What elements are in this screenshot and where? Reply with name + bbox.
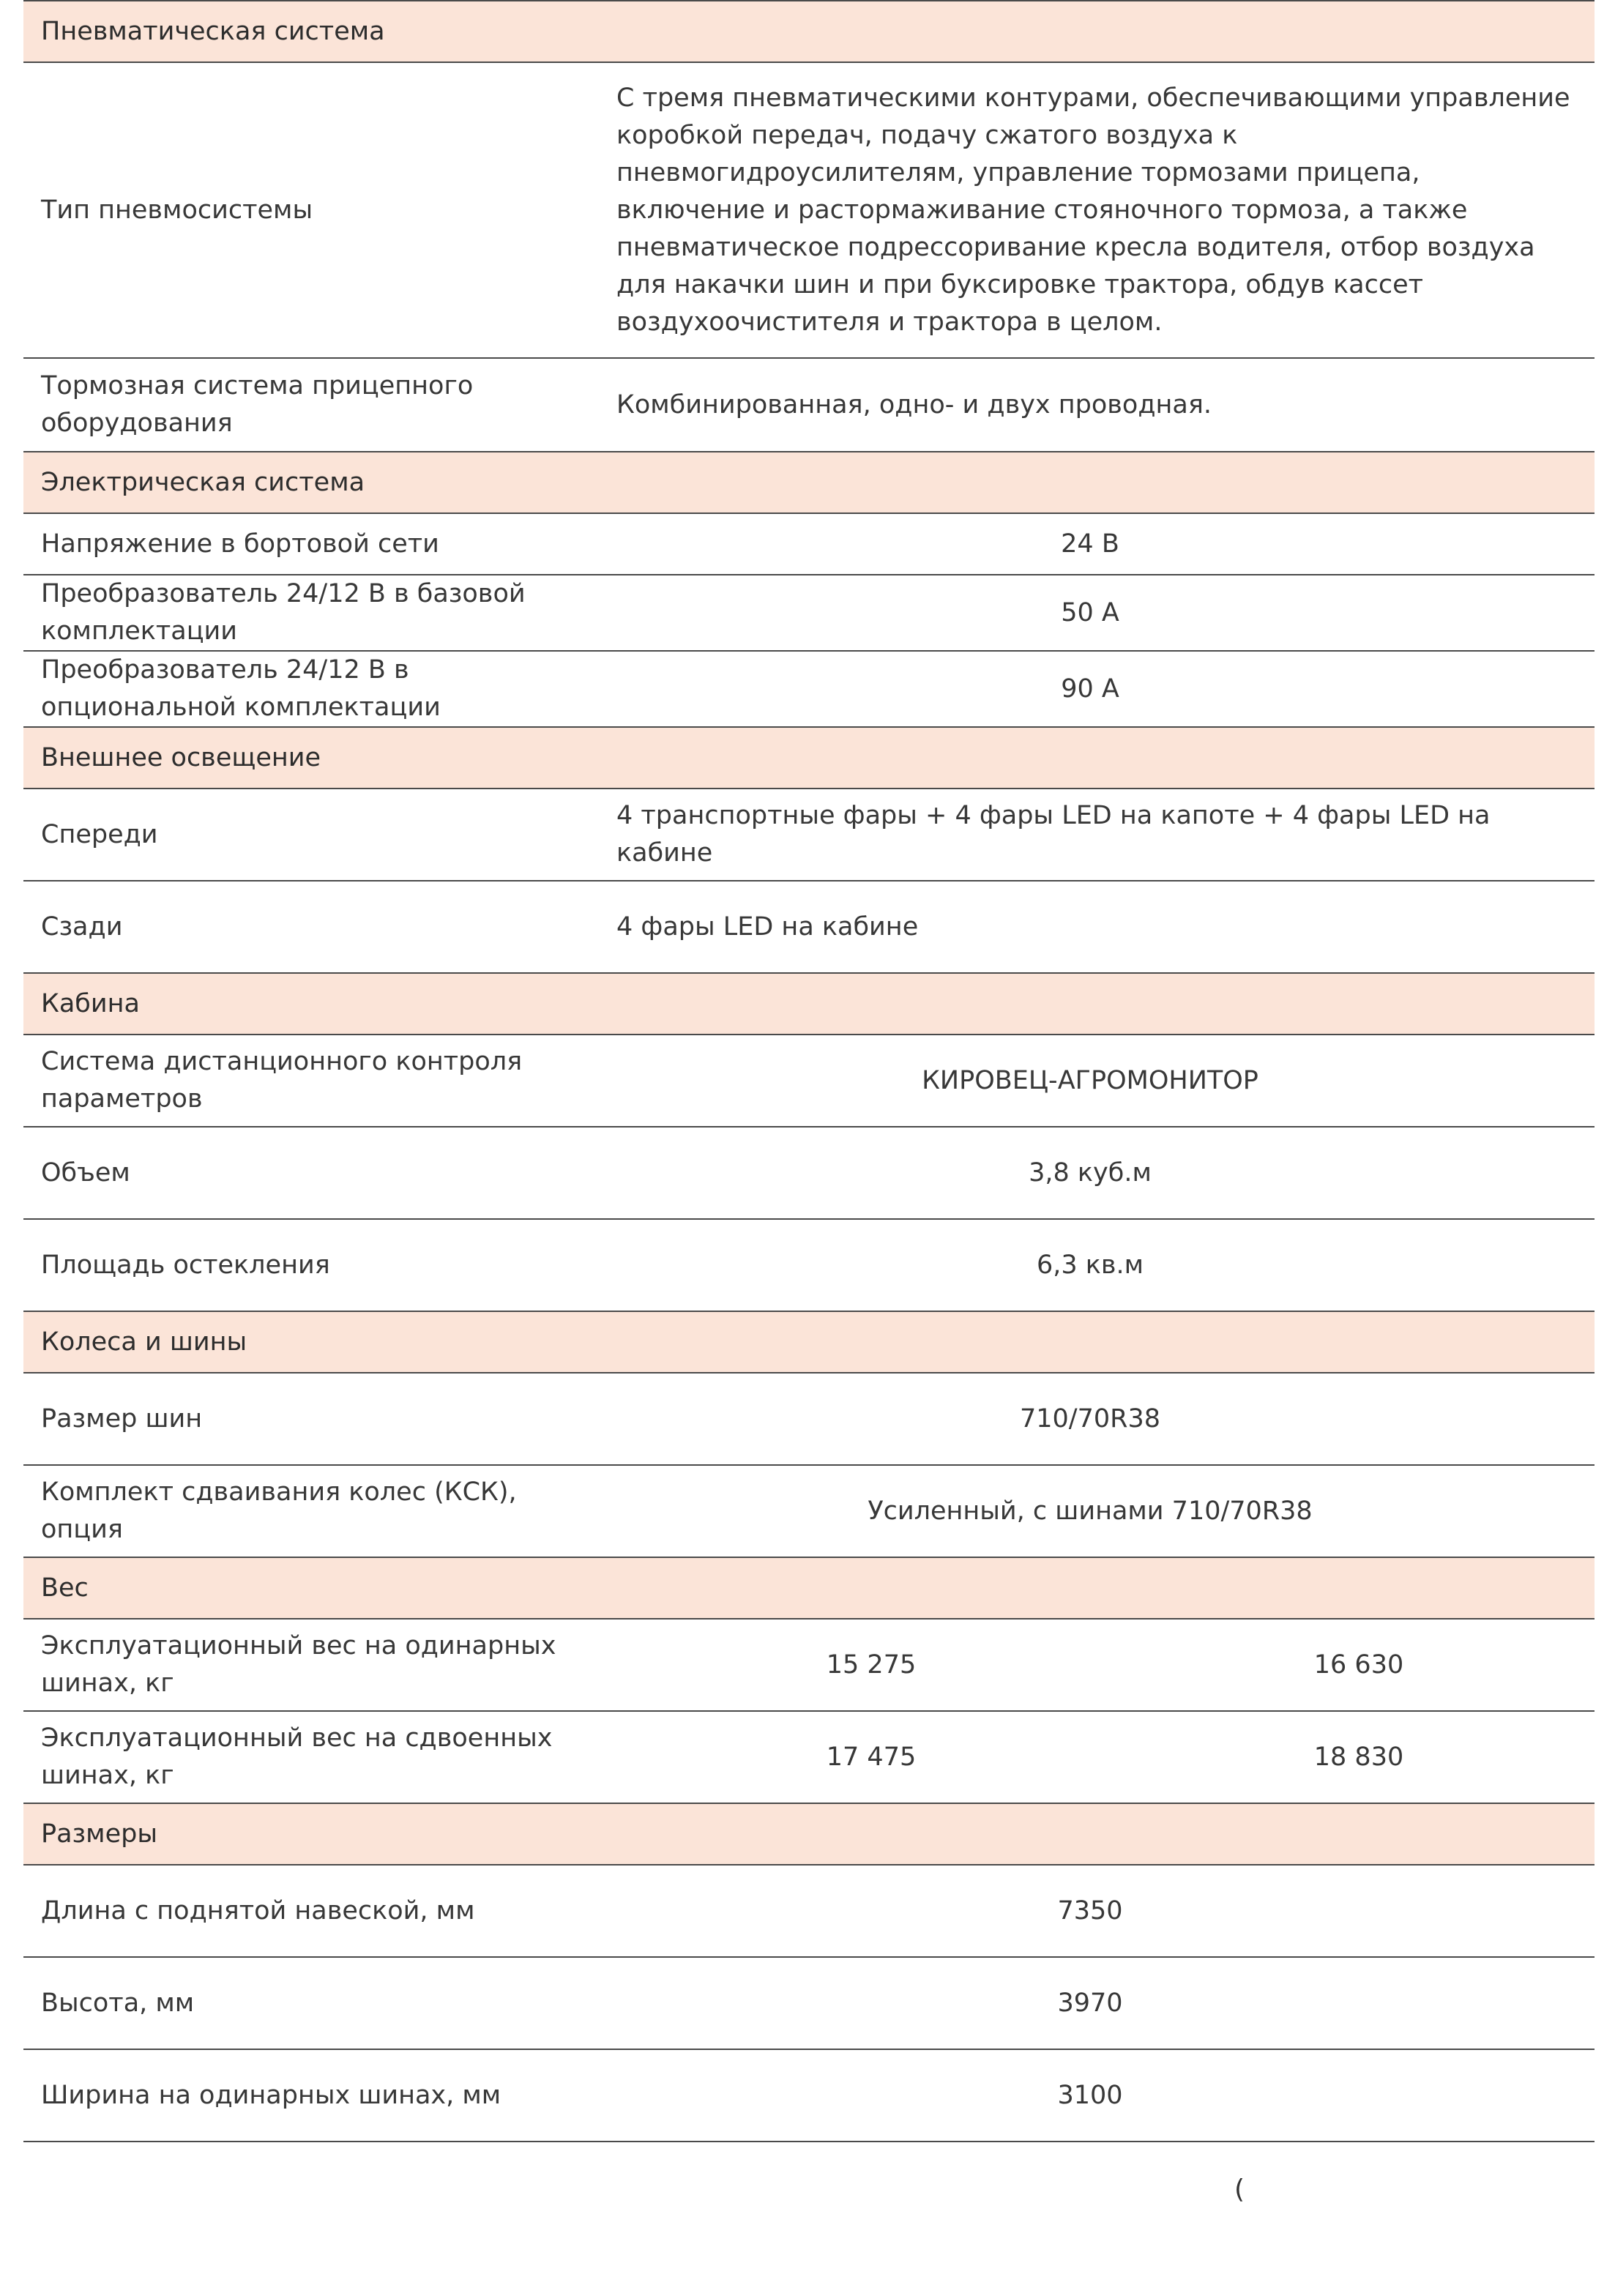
row-value: 50 А [1061,597,1119,627]
table-row [23,652,1595,728]
section-title: Вес [41,1573,89,1603]
table-row [23,514,1595,575]
row-value: Усиленный, с шинами 710/70R38 [868,1496,1313,1526]
table-row [23,1035,1595,1128]
section-title: Пневматическая система [41,17,385,46]
row-value-1: 17 475 [826,1742,917,1772]
table-row [23,1712,1595,1804]
row-value: 90 А [1061,674,1119,704]
row-value: 4 фары LED на кабине [616,912,919,942]
table-row [23,789,1595,881]
row-label: Сзади [41,912,123,942]
table-row [23,1466,1595,1558]
row-value: С тремя пневматическими контурами, обеспечивающими управление коробкой передач, подачу сжатого воздуха к пневмогидроусилителям, управление тормозами прицепа, включение и растормаживание стояночного тормоза, а также пневматическое подрессоривание кресла водителя, отбор воздуха для накачки шин и при буксировке трактора, обдув кассет воздухоочистителя и трактора в целом. [616,83,1570,337]
row-label: Напряжение в бортовой сети [41,529,439,559]
row-label: Тип пневмосистемы [41,195,313,225]
row-value: 24 В [1061,529,1119,559]
table-row [23,1128,1595,1220]
section-title: Внешнее освещение [41,743,321,772]
row-label: Эксплуатационный вес на одинарных шинах, кг [41,1631,556,1698]
table-row [23,1220,1595,1312]
section-header-cabin [23,974,1595,1035]
table-row [23,2050,1595,2142]
section-title: Колеса и шины [41,1327,247,1357]
row-label: Система дистанционного контроля параметров [41,1047,523,1114]
row-value: 6,3 кв.м [1036,1250,1144,1280]
row-value-1: 15 275 [826,1650,917,1680]
row-label: Площадь остекления [41,1250,330,1280]
row-value: 4 транспортные фары + 4 фары LED на капоте + 4 фары LED на кабине [616,801,1491,868]
row-label: Размер шин [41,1404,203,1434]
table-row [23,575,1595,652]
row-value: Комбинированная, одно- и двух проводная. [616,390,1212,420]
row-value: КИРОВЕЦ-АГРОМОНИТОР [922,1065,1258,1095]
row-label: Преобразователь 24/12 В в базовой комплектации [41,579,526,646]
row-value: 3100 [1057,2080,1123,2110]
row-label: Преобразователь 24/12 В в опциональной комплектации [41,655,441,722]
section-title: Кабина [41,989,140,1018]
table-row [23,1865,1595,1958]
row-values [608,1647,1595,1684]
section-title: Размеры [41,1819,157,1849]
section-header-wheels [23,1312,1595,1374]
spec-table [23,0,1595,2142]
section-header-lighting [23,728,1595,789]
row-label: Высота, мм [41,1988,195,2018]
section-header-electrical [23,452,1595,514]
table-row [23,63,1595,359]
row-label: Спереди [41,819,158,849]
section-header-weight [23,1558,1595,1620]
row-value: 3,8 куб.м [1029,1158,1152,1188]
table-row [23,1958,1595,2050]
row-value-2: 18 830 [1313,1742,1404,1772]
section-header-pneumatic [23,1,1595,63]
table-row [23,359,1595,452]
section-header-dimensions [23,1804,1595,1865]
row-label: Длина с поднятой навеской, мм [41,1896,475,1926]
row-value-2: 16 630 [1313,1650,1404,1680]
table-row [23,1374,1595,1466]
table-row [23,881,1595,974]
row-label: Эксплуатационный вес на сдвоенных шинах, кг [41,1723,553,1790]
row-value: 710/70R38 [1020,1404,1160,1434]
row-label: Ширина на одинарных шинах, мм [41,2080,501,2110]
row-label: Объем [41,1158,130,1188]
row-value: 7350 [1057,1896,1123,1926]
section-title: Электрическая система [41,468,365,497]
row-value: 3970 [1057,1988,1123,2018]
page-number: ( [1234,2174,1245,2204]
row-label: Комплект сдваивания колес (КСК), опция [41,1477,517,1544]
table-row [23,1620,1595,1712]
row-label: Тормозная система прицепного оборудования [41,371,474,438]
row-values [608,1739,1595,1776]
